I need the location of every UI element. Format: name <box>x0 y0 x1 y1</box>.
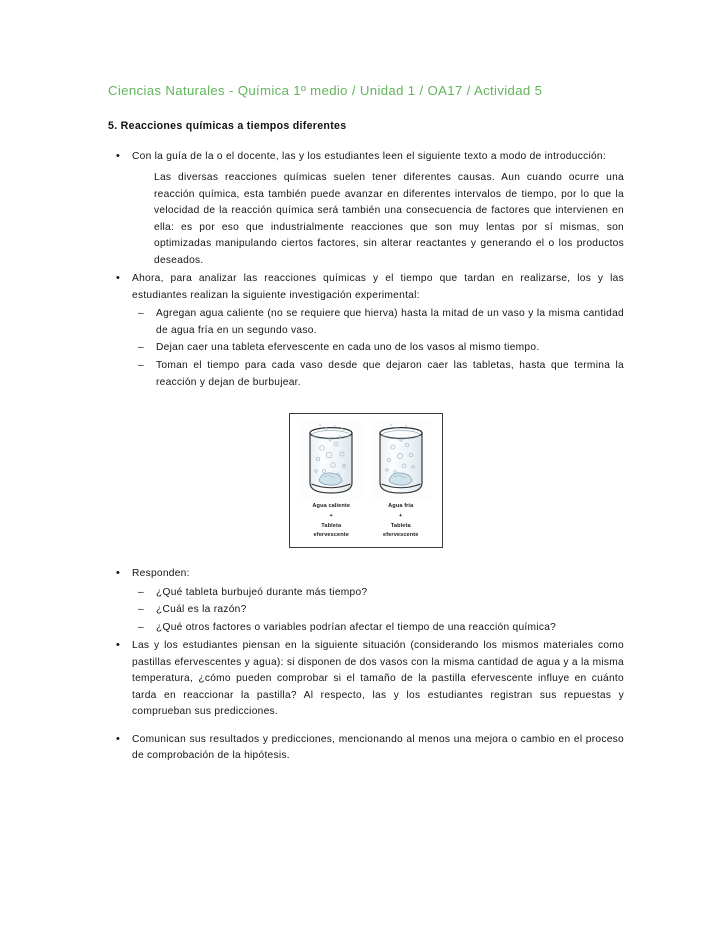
beaker-caption-plus: + <box>329 512 333 519</box>
bullet-situation: • Las y los estudiantes piensan en la siguiente situación (considerando los mismos materiales como pastillas efervescentes y agua): si disponen de dos vasos con la misma cantidad de agua y a la misma temperatura, ¿cómo pueden comprobar si el tamaño de la pastilla efervescente influye en cuánto tarda en reaccionar la pastilla? Al respecto, las y los estudiantes registran sus repuestas y comprueban sus predicciones. <box>108 638 624 721</box>
beaker-icon <box>370 421 432 499</box>
responden-questions-list <box>132 585 624 637</box>
beaker-pair <box>298 421 434 541</box>
breadcrumb-header: Ciencias Naturales - Química 1º medio / Unidad 1 / OA17 / Actividad 5 <box>108 83 543 98</box>
experiment-figure <box>108 413 624 548</box>
list-item: – Dejan caer una tableta efervescente en cada uno de los vasos al mismo tiempo. <box>136 340 624 357</box>
beaker-caption-plus: + <box>399 512 403 519</box>
bullet-experiment <box>108 271 624 391</box>
beaker-caption-line3: efervescente <box>313 532 349 539</box>
bullet-intro <box>108 149 624 270</box>
list-item: – ¿Cuál es la razón? <box>136 602 624 619</box>
list-item: – Agregan agua caliente (no se requiere que hierva) hasta la mitad de un vaso y la misma cantidad de agua fría en un segundo vaso. <box>136 306 624 339</box>
experiment-steps-list <box>132 306 624 391</box>
beaker-caption-line3: efervescente <box>383 532 419 539</box>
beaker-caption <box>312 502 350 541</box>
list-item: – Toman el tiempo para cada vaso desde que dejaron caer las tabletas, hasta que termina la reacción y dejan de burbujear. <box>136 358 624 391</box>
beaker-hot-water <box>298 421 365 541</box>
activity-title: 5. Reacciones químicas a tiempos diferentes <box>108 119 347 132</box>
activity-body-list-continued <box>108 566 624 765</box>
bullet-experiment-text: Ahora, para analizar las reacciones químicas y el tiempo que tardan en realizarse, los y las estudiantes realizan la siguiente investigación experimental: <box>132 273 624 301</box>
bullet-intro-text: Con la guía de la o el docente, las y los estudiantes leen el siguiente texto a modo de introducción: <box>132 150 606 162</box>
beaker-caption-line1: Agua caliente <box>312 503 351 510</box>
beaker-icon <box>300 421 362 499</box>
beaker-cold-water <box>368 421 435 541</box>
beaker-caption <box>383 502 418 541</box>
document-content <box>108 82 624 776</box>
list-item: – ¿Qué otros factores o variables podrían afectar el tiempo de una reacción química? <box>136 620 624 637</box>
beaker-caption-line1: Agua fría <box>388 503 414 510</box>
bullet-responden-text: Responden: <box>132 568 190 580</box>
bullet-responden <box>108 566 624 636</box>
list-item: – ¿Qué tableta burbujeó durante más tiempo? <box>136 585 624 602</box>
beaker-caption-line2: Tableta <box>390 522 411 529</box>
bullet-communicate: • Comunican sus resultados y predicciones, mencionando al menos una mejora o cambio en el proceso de comprobación de la hipótesis. <box>108 732 624 765</box>
activity-body-list <box>108 149 624 391</box>
figure-frame <box>289 413 443 548</box>
beaker-caption-line2: Tableta <box>321 522 342 529</box>
intro-quote-paragraph: Las diversas reacciones químicas suelen tener diferentes causas. Aun cuando ocurre una reacción química, esta también puede avanzar en diferentes intervalos de tiempo, por lo que la velocidad de la reacción química será también una consecuencia de factores que intervienen en ella: es por eso que industrialmente reacciones que son muy lentas por sí mismas, son optimizadas manipulando ciertos factores, sin alterar reactantes y generando el o los productos deseados. <box>154 172 624 266</box>
